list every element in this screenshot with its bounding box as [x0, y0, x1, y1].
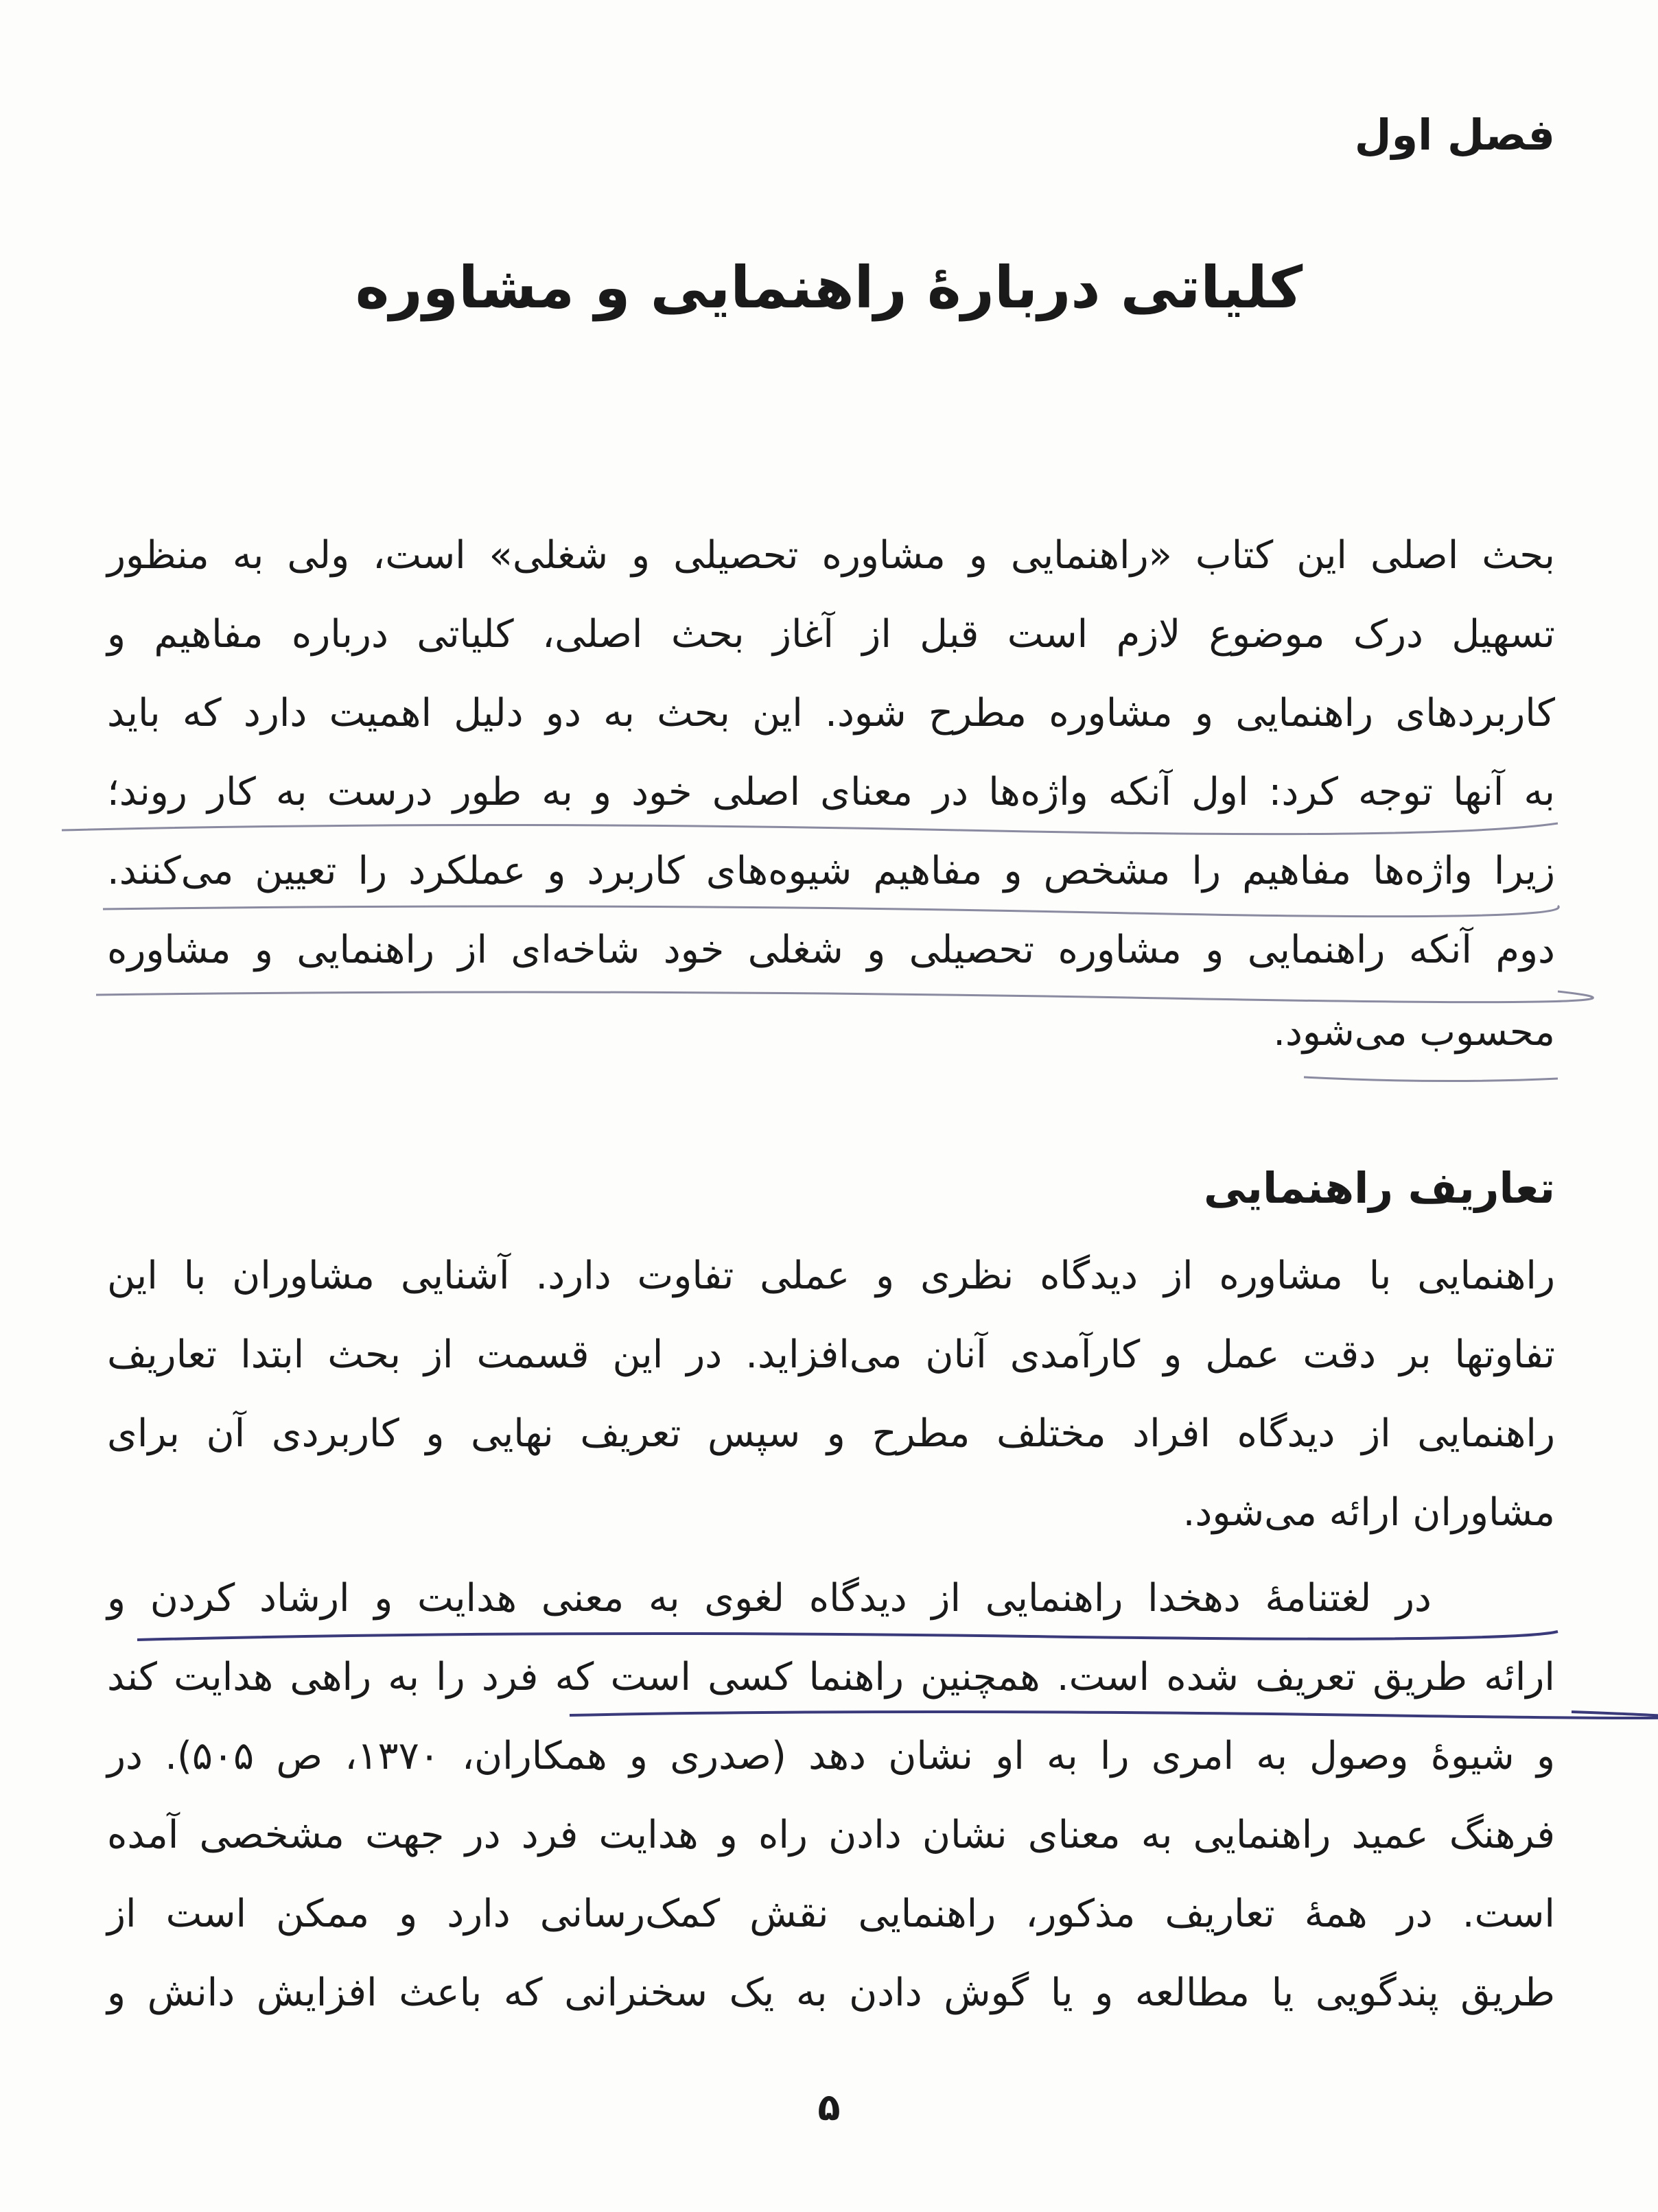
intro-line: زیرا واژه‌ها مفاهیم را مشخص و مفاهیم شیوه‌های کاربرد و عملکرد را تعیین می‌کنند. [107, 849, 1555, 893]
pencil-underline [1304, 1077, 1558, 1081]
section-line: طریق پندگویی یا مطالعه و یا گوش دادن به یک سخنرانی که باعث افزایش دانش و [107, 1970, 1555, 2015]
pencil-underline [96, 991, 1593, 1002]
section-line: ارائه طریق تعریف شده است. همچنین راهنما کسی است که فرد را به راهی هدایت کند [107, 1655, 1555, 1699]
chapter-title: کلیاتی دربارهٔ راهنمایی و مشاوره [355, 254, 1303, 321]
section-line: تفاوتها بر دقت عمل و کارآمدی آنان می‌افزاید. در این قسمت از بحث ابتدا تعاریف [107, 1332, 1555, 1377]
pencil-underline [103, 906, 1558, 917]
intro-line: کاربردهای راهنمایی و مشاوره مطرح شود. این بحث به دو دلیل اهمیت دارد که باید [107, 691, 1555, 736]
intro-line: دوم آنکه راهنمایی و مشاوره تحصیلی و شغلی خود شاخه‌ای از راهنمایی و مشاوره [107, 928, 1555, 972]
intro-line: تسهیل درک موضوع لازم است قبل از آغاز بحث اصلی، کلیاتی درباره مفاهیم و [107, 612, 1555, 657]
intro-line: بحث اصلی این کتاب «راهنمایی و مشاوره تحصیلی و شغلی» است، ولی به منظور [107, 533, 1555, 578]
section-line: مشاوران ارائه می‌شود. [1182, 1490, 1555, 1535]
section-heading: تعاریف راهنمایی [1203, 1163, 1555, 1213]
pencil-underline [62, 823, 1558, 834]
intro-line: به آنها توجه کرد: اول آنکه واژه‌ها در معنای اصلی خود و به طور درست به کار روند؛ [107, 770, 1555, 814]
pen-underline [137, 1632, 1558, 1640]
section-line: راهنمایی با مشاوره از دیدگاه نظری و عملی تفاوت دارد. آشنایی مشاوران با این [107, 1254, 1555, 1298]
section-line: در لغتنامهٔ دهخدا راهنمایی از دیدگاه لغوی به معنی هدایت و ارشاد کردن و [107, 1576, 1432, 1621]
section-line: است. در همهٔ تعاریف مذکور، راهنمایی نقش کمک‌رسانی دارد و ممکن است از [107, 1892, 1555, 1936]
pen-underline [570, 1712, 1658, 1718]
intro-line: محسوب می‌شود. [1273, 1010, 1555, 1055]
section-line: راهنمایی از دیدگاه افراد مختلف مطرح و سپس تعریف نهایی و کاربردی آن برای [107, 1411, 1555, 1456]
section-line: و شیوهٔ وصول به امری را به او نشان دهد (صدری و همکاران، ۱۳۷۰، ص ۵۰۵). در [107, 1734, 1555, 1778]
section-line: فرهنگ عمید راهنمایی به معنای نشان دادن راه و هدایت فرد در جهت مشخصی آمده [107, 1813, 1555, 1857]
page-number: ۵ [817, 2086, 841, 2129]
chapter-label: فصل اول [1354, 110, 1555, 160]
